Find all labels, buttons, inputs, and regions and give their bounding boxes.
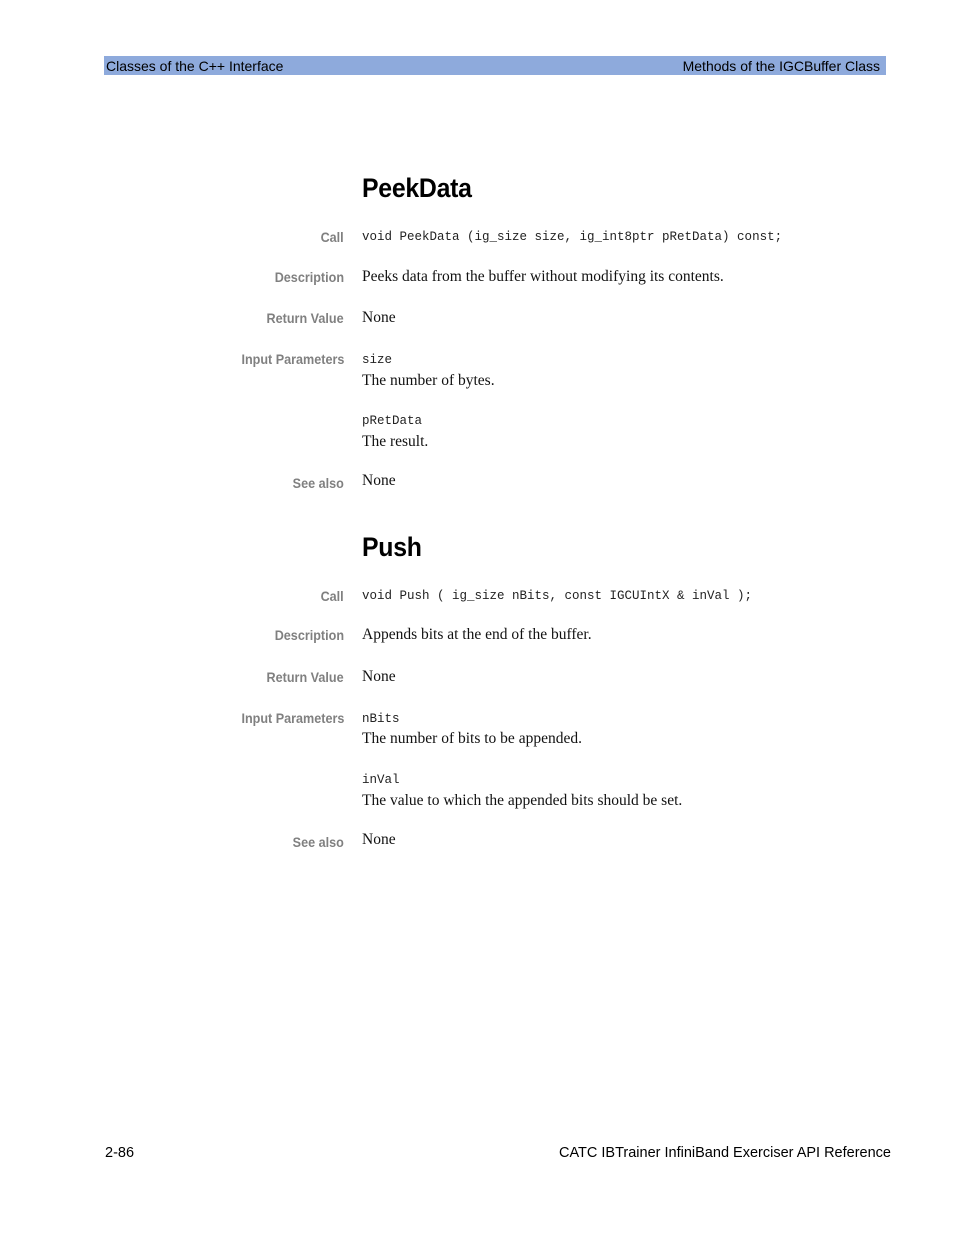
running-header <box>104 56 886 75</box>
call-signature: void PeekData (ig_size size, ig_int8ptr pRetData) const; <box>362 230 783 244</box>
return-value-text: None <box>362 668 396 685</box>
description-label: Description <box>274 269 344 285</box>
header-chapter: Classes of the C++ Interface <box>106 58 284 74</box>
param-desc: The result. <box>362 433 429 450</box>
see-also-label: See also <box>292 475 344 491</box>
see-also-label: See also <box>292 834 344 850</box>
description-text: Appends bits at the end of the buffer. <box>362 626 592 643</box>
param-desc: The value to which the appended bits should be set. <box>362 792 683 809</box>
method-title: Push <box>362 532 422 562</box>
call-label: Call <box>320 229 344 245</box>
return-value-label: Return Value <box>266 310 344 326</box>
call-signature: void Push ( ig_size nBits, const IGCUIntX & inVal ); <box>362 589 753 603</box>
call-label: Call <box>320 588 344 604</box>
return-value-label: Return Value <box>266 669 344 685</box>
param-name: size <box>362 353 393 367</box>
param-desc: The number of bytes. <box>362 372 495 389</box>
header-section: Methods of the IGCBuffer Class <box>682 58 880 74</box>
param-name: inVal <box>362 773 400 787</box>
param-name: nBits <box>362 712 400 726</box>
page-number: 2-86 <box>105 1145 135 1161</box>
document-title: CATC IBTrainer InfiniBand Exerciser API Reference <box>558 1145 891 1161</box>
param-name: pRetData <box>362 414 423 428</box>
description-text: Peeks data from the buffer without modifying its contents. <box>362 268 724 285</box>
input-parameters-label: Input Parameters <box>241 710 344 726</box>
method-title: PeekData <box>362 173 472 203</box>
input-parameters-label: Input Parameters <box>241 351 344 367</box>
return-value-text: None <box>362 309 396 326</box>
see-also-text: None <box>362 472 396 489</box>
param-desc: The number of bits to be appended. <box>362 730 582 747</box>
description-label: Description <box>274 627 344 643</box>
see-also-text: None <box>362 831 396 848</box>
